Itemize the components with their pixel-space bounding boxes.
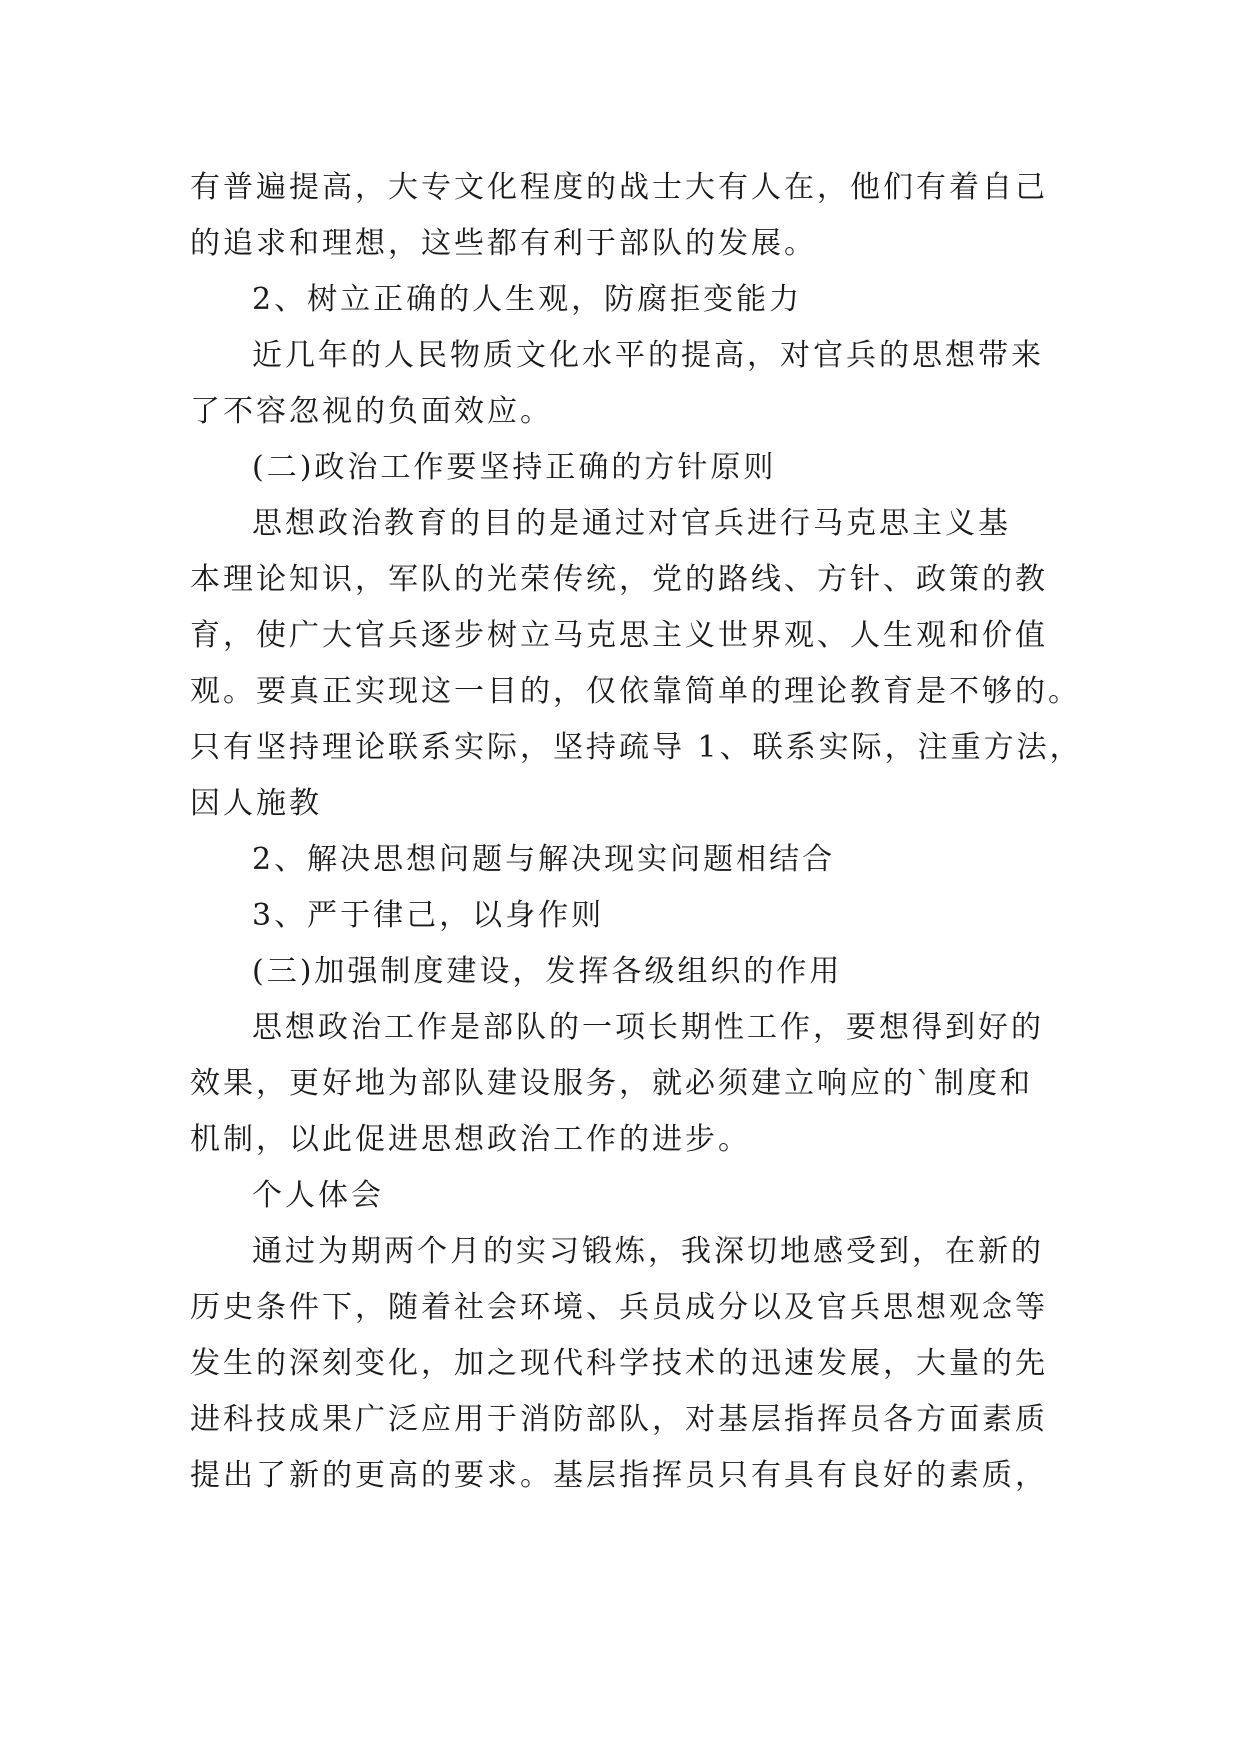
text-line: 育，使广大官兵逐步树立马克思主义世界观、人生观和价值: [190, 618, 1048, 653]
text-line: 历史条件下，随着社会环境、兵员成分以及官兵思想观念等: [190, 1290, 1048, 1325]
text-line: 因人施教: [190, 786, 322, 821]
section-heading: 3、严于律己，以身作则: [252, 898, 605, 933]
text-line: 思想政治工作是部队的一项长期性工作，要想得到好的: [252, 1010, 1044, 1045]
text-line: 进科技成果广泛应用于消防部队，对基层指挥员各方面素质: [190, 1402, 1048, 1437]
section-heading: (三)加强制度建设，发挥各级组织的作用: [252, 954, 843, 989]
section-heading: 个人体会: [252, 1178, 384, 1213]
text-line: 本理论知识，军队的光荣传统，党的路线、方针、政策的教: [190, 562, 1048, 597]
text-line: 了不容忽视的负面效应。: [190, 394, 553, 429]
text-line: 机制，以此促进思想政治工作的进步。: [190, 1122, 751, 1157]
text-line: 只有坚持理论联系实际，坚持疏导 1、联系实际，注重方法，: [190, 730, 1083, 765]
text-line: 提出了新的更高的要求。基层指挥员只有具有良好的素质，: [190, 1458, 1048, 1493]
text-line: 思想政治教育的目的是通过对官兵进行马克思主义基: [252, 506, 1011, 541]
document-body: [190, 160, 1083, 1504]
section-heading: (二)政治工作要坚持正确的方针原则: [252, 450, 777, 485]
section-heading: 2、解决思想问题与解决现实问题相结合: [252, 842, 836, 877]
section-heading: 2、树立正确的人生观，防腐拒变能力: [252, 282, 803, 317]
text-line: 近几年的人民物质文化水平的提高，对官兵的思想带来: [252, 338, 1044, 373]
text-line: 观。要真正实现这一目的，仅依靠简单的理论教育是不够的。: [190, 674, 1081, 709]
text-line: 的追求和理想，这些都有利于部队的发展。: [190, 226, 817, 261]
text-line: 有普遍提高，大专文化程度的战士大有人在，他们有着自己: [190, 170, 1048, 205]
text-line: 效果，更好地为部队建设服务，就必须建立响应的`制度和: [190, 1066, 1033, 1101]
text-line: 发生的深刻变化，加之现代科学技术的迅速发展，大量的先: [190, 1346, 1048, 1381]
text-line: 通过为期两个月的实习锻炼，我深切地感受到，在新的: [252, 1234, 1044, 1269]
